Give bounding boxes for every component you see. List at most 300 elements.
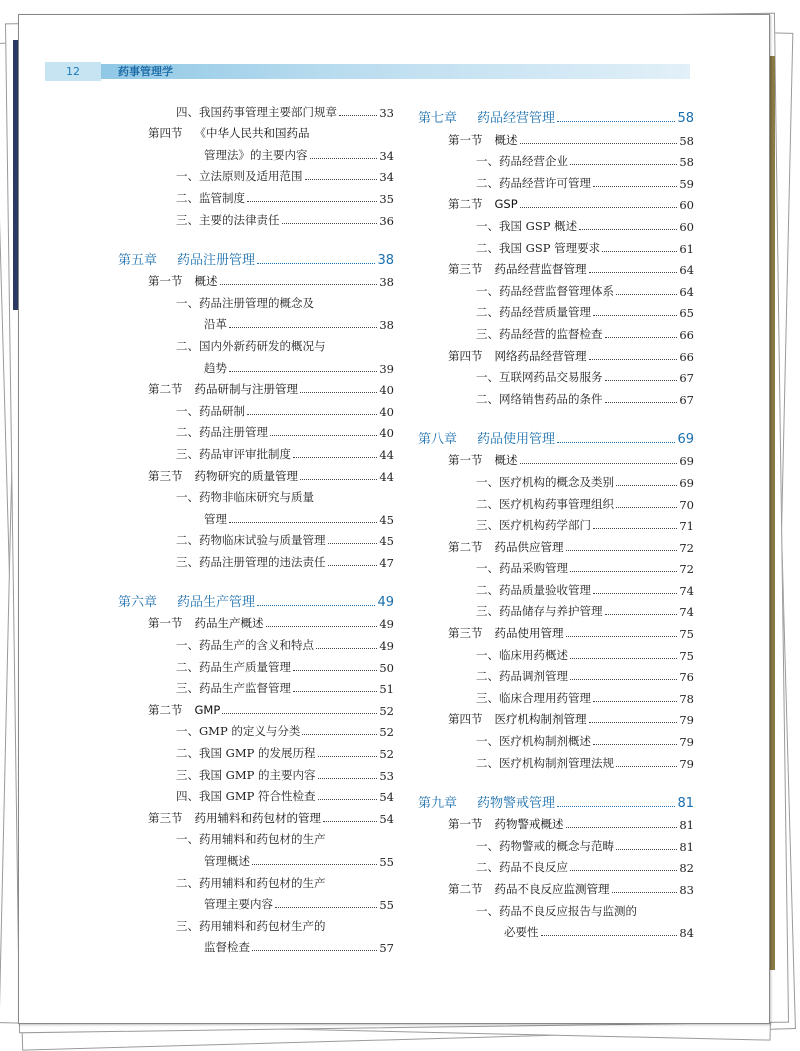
toc-cont-entry[interactable] bbox=[116, 311, 394, 333]
dot-leader bbox=[566, 827, 678, 828]
dot-leader bbox=[579, 229, 677, 230]
toc-entry-text bbox=[176, 489, 314, 505]
dot-leader bbox=[616, 507, 677, 508]
toc-page-number: 81 bbox=[679, 839, 694, 854]
toc-section-number: 第一节 bbox=[448, 817, 483, 832]
chapter-spacer bbox=[416, 407, 694, 419]
dot-leader bbox=[293, 457, 377, 458]
toc-page-number: 58 bbox=[677, 111, 694, 126]
dot-leader bbox=[570, 164, 677, 165]
dot-leader bbox=[257, 605, 375, 606]
toc-item-title: 三、药品经营的监督检查 bbox=[476, 326, 603, 341]
toc-entry-text bbox=[476, 903, 637, 919]
toc-entry-text bbox=[476, 369, 603, 385]
toc-cont-title: 管理 bbox=[204, 511, 227, 526]
toc-entry-text bbox=[476, 153, 568, 169]
toc-page-number: 52 bbox=[379, 703, 394, 718]
toc-entry-text bbox=[176, 104, 337, 120]
dot-leader bbox=[589, 359, 678, 360]
toc-entry-text bbox=[148, 125, 310, 141]
toc-cont-entry[interactable] bbox=[116, 141, 394, 163]
toc-item-entry[interactable] bbox=[416, 727, 694, 749]
toc-item-entry[interactable] bbox=[416, 641, 694, 663]
dot-leader bbox=[616, 485, 677, 486]
toc-item-title: 二、医疗机构制剂管理法规 bbox=[476, 755, 614, 770]
toc-entry-text bbox=[176, 295, 314, 311]
dot-leader bbox=[570, 679, 677, 680]
dot-leader bbox=[229, 327, 377, 328]
toc-entry-text bbox=[476, 240, 600, 256]
toc-entry-text bbox=[148, 468, 298, 484]
toc-page-number: 61 bbox=[679, 241, 694, 256]
toc-page-number: 69 bbox=[679, 475, 694, 490]
dot-leader bbox=[318, 778, 378, 779]
toc-cont-entry[interactable] bbox=[116, 847, 394, 869]
toc-page-number: 75 bbox=[679, 627, 694, 642]
toc-page-number: 79 bbox=[679, 713, 694, 728]
toc-entry-text bbox=[448, 711, 587, 727]
toc-item-title: 四、我国药事管理主要部门规章 bbox=[176, 104, 337, 119]
toc-section-number: 第一节 bbox=[148, 274, 183, 289]
toc-item-title: 一、立法原则及适用范围 bbox=[176, 169, 303, 184]
toc-cont-title: 监督检查 bbox=[204, 940, 250, 955]
toc-section-entry[interactable] bbox=[116, 268, 394, 290]
toc-entry-text bbox=[176, 723, 300, 739]
dot-leader bbox=[612, 892, 678, 893]
toc-item-entry[interactable] bbox=[416, 555, 694, 577]
toc-item-entry[interactable] bbox=[116, 761, 394, 783]
toc-item-entry[interactable] bbox=[416, 854, 694, 876]
toc-entry-text bbox=[448, 816, 564, 832]
dot-leader bbox=[602, 251, 677, 252]
toc-entry-text bbox=[476, 560, 568, 576]
toc-item-title: 一、药品生产的含义和特点 bbox=[176, 638, 314, 653]
toc-section-entry[interactable] bbox=[116, 696, 394, 718]
toc-entry-text bbox=[204, 853, 250, 869]
dot-leader bbox=[593, 186, 677, 187]
toc-page-number: 70 bbox=[679, 497, 694, 512]
dot-leader bbox=[316, 648, 377, 649]
toc-section-entry[interactable] bbox=[416, 875, 694, 897]
toc-item-title: 三、药品生产监督管理 bbox=[176, 681, 291, 696]
toc-section-title: 药物警戒概述 bbox=[494, 817, 564, 832]
toc-item-title: 二、药物临床试验与质量管理 bbox=[176, 533, 326, 548]
toc-item-entry[interactable] bbox=[416, 832, 694, 854]
toc-entry-text bbox=[476, 218, 577, 234]
toc-entry-text bbox=[476, 603, 603, 619]
dot-leader bbox=[566, 550, 678, 551]
toc-item-title: 二、药品经营质量管理 bbox=[476, 305, 591, 320]
dot-leader bbox=[589, 272, 678, 273]
toc-entry-text bbox=[476, 733, 591, 749]
toc-cont-entry[interactable] bbox=[116, 934, 394, 956]
toc-item-entry[interactable] bbox=[416, 385, 694, 407]
toc-entry-text bbox=[476, 582, 591, 598]
toc-section-number: 第二节 bbox=[148, 382, 183, 397]
toc-page-number: 49 bbox=[379, 617, 394, 632]
toc-cont-entry[interactable] bbox=[116, 505, 394, 527]
dot-leader bbox=[566, 636, 678, 637]
toc-page-number: 52 bbox=[379, 747, 394, 762]
toc-section-title: 概述 bbox=[194, 274, 218, 289]
toc-section-entry[interactable] bbox=[416, 447, 694, 469]
toc-entry-text bbox=[476, 391, 603, 407]
toc-item-title: 二、医疗机构药事管理组织 bbox=[476, 496, 614, 511]
toc-section-number: 第三节 bbox=[448, 626, 483, 641]
toc-page-number: 38 bbox=[377, 252, 394, 268]
dot-leader bbox=[222, 713, 377, 714]
toc-item-entry[interactable] bbox=[416, 277, 694, 299]
toc-entry-text bbox=[204, 147, 308, 163]
toc-item-title: 三、药品审评审批制度 bbox=[176, 446, 291, 461]
toc-item-entry[interactable] bbox=[116, 419, 394, 441]
toc-item-title: 一、药品研制 bbox=[176, 403, 245, 418]
toc-entry-text bbox=[476, 755, 614, 771]
toc-column-right bbox=[416, 98, 694, 940]
dot-leader bbox=[257, 263, 375, 264]
toc-page-number: 67 bbox=[679, 371, 694, 386]
toc-item-entry[interactable] bbox=[116, 98, 394, 120]
dot-leader bbox=[589, 722, 678, 723]
toc-entry-text bbox=[448, 452, 518, 468]
toc-page-number: 33 bbox=[379, 105, 394, 120]
toc-section-entry[interactable] bbox=[416, 706, 694, 728]
toc-page-number: 40 bbox=[379, 404, 394, 419]
toc-item-title: 一、药物非临床研究与质量 bbox=[176, 490, 314, 505]
toc-section-title: 网络药品经营管理 bbox=[494, 348, 587, 363]
toc-cont-entry[interactable] bbox=[416, 919, 694, 941]
dot-leader bbox=[570, 571, 677, 572]
toc-item-entry[interactable] bbox=[116, 548, 394, 570]
toc-entry-text bbox=[176, 745, 316, 761]
dot-leader bbox=[605, 614, 678, 615]
dot-leader bbox=[593, 528, 677, 529]
toc-chapter-entry[interactable] bbox=[116, 240, 394, 268]
toc-page-number: 44 bbox=[379, 447, 394, 462]
toc-page-number: 58 bbox=[679, 155, 694, 170]
toc-section-title: 药品经营监督管理 bbox=[494, 262, 587, 277]
toc-item-entry[interactable] bbox=[416, 212, 694, 234]
toc-page-number: 52 bbox=[379, 725, 394, 740]
toc-item-entry[interactable] bbox=[416, 749, 694, 771]
toc-item-entry[interactable] bbox=[416, 576, 694, 598]
toc-section-title: GMP bbox=[194, 702, 221, 717]
dot-leader bbox=[557, 806, 675, 807]
toc-item-title: 一、GMP 的定义与分类 bbox=[176, 724, 301, 739]
toc-chapter-number: 第五章 bbox=[118, 252, 158, 268]
dot-leader bbox=[520, 207, 678, 208]
toc-page-number: 71 bbox=[679, 519, 694, 534]
toc-entry-text bbox=[476, 668, 568, 684]
toc-item-entry[interactable] bbox=[116, 783, 394, 805]
toc-page-number: 35 bbox=[379, 191, 394, 206]
toc-section-number: 第三节 bbox=[148, 810, 183, 825]
toc-section-entry[interactable] bbox=[416, 811, 694, 833]
toc-item-entry[interactable] bbox=[416, 684, 694, 706]
toc-page-number: 59 bbox=[679, 176, 694, 191]
toc-section-title: 药品研制与注册管理 bbox=[194, 382, 298, 397]
toc-page-number: 83 bbox=[679, 883, 694, 897]
toc-page-number: 54 bbox=[379, 790, 394, 805]
dot-leader bbox=[310, 158, 378, 159]
toc-section-entry[interactable] bbox=[116, 804, 394, 826]
toc-page-number: 67 bbox=[679, 392, 694, 407]
toc-entry-text bbox=[176, 831, 326, 847]
toc-cont-title: 管理概述 bbox=[204, 854, 250, 868]
dot-leader bbox=[220, 284, 378, 285]
toc-section-entry[interactable] bbox=[416, 342, 694, 364]
dot-leader bbox=[252, 864, 377, 865]
toc-page-number: 45 bbox=[379, 512, 394, 527]
toc-item-entry[interactable] bbox=[416, 663, 694, 685]
book-title: 药事管理学 bbox=[118, 65, 173, 78]
toc-entry-text bbox=[476, 838, 614, 854]
toc-page-number: 55 bbox=[379, 855, 394, 869]
toc-page-number: 66 bbox=[679, 349, 694, 364]
toc-entry-text bbox=[176, 212, 280, 228]
toc-section-entry[interactable] bbox=[116, 120, 394, 142]
toc-item-entry[interactable] bbox=[116, 163, 394, 185]
toc-chapter-entry[interactable] bbox=[116, 582, 394, 610]
toc-section-number: 第二节 bbox=[448, 197, 483, 212]
toc-entry-text bbox=[176, 875, 326, 891]
toc-item-title: 一、药物警戒的概念与范畴 bbox=[476, 838, 614, 853]
dot-leader bbox=[247, 414, 377, 415]
dot-leader bbox=[593, 744, 677, 745]
toc-page-number: 81 bbox=[677, 795, 694, 811]
toc-item-entry[interactable] bbox=[116, 527, 394, 549]
toc-section-entry[interactable] bbox=[116, 376, 394, 398]
toc-item-title: 四、我国 GMP 符合性检查 bbox=[176, 789, 316, 804]
toc-page-number: 49 bbox=[379, 639, 394, 654]
toc-cont-title: 管理法》的主要内容 bbox=[204, 147, 308, 162]
toc-item-entry[interactable] bbox=[116, 332, 394, 354]
toc-page-number: 47 bbox=[379, 555, 394, 570]
toc-item-title: 三、主要的法律责任 bbox=[176, 212, 280, 227]
toc-item-entry[interactable] bbox=[116, 206, 394, 228]
toc-section-number: 第四节 bbox=[448, 348, 483, 363]
toc-item-entry[interactable] bbox=[416, 299, 694, 321]
toc-cont-title: 管理主要内容 bbox=[204, 897, 273, 912]
toc-entry-text bbox=[448, 261, 587, 277]
toc-item-title: 一、药品注册管理的概念及 bbox=[176, 295, 314, 310]
toc-item-entry[interactable] bbox=[416, 169, 694, 191]
toc-page-number: 54 bbox=[379, 811, 394, 826]
toc-item-entry[interactable] bbox=[416, 598, 694, 620]
toc-item-title: 二、药品生产质量管理 bbox=[176, 659, 291, 674]
toc-page-number: 75 bbox=[679, 648, 694, 663]
toc-page-number: 55 bbox=[379, 898, 394, 913]
toc-entry-text bbox=[476, 304, 591, 320]
toc-entry-text bbox=[176, 446, 291, 462]
toc-page-number: 44 bbox=[379, 469, 394, 484]
toc-section-entry[interactable] bbox=[416, 533, 694, 555]
toc-entry-text bbox=[418, 428, 555, 447]
toc-item-entry[interactable] bbox=[116, 718, 394, 740]
toc-item-entry[interactable] bbox=[116, 739, 394, 761]
toc-page-number: 39 bbox=[379, 361, 394, 376]
toc-entry-text bbox=[148, 810, 321, 826]
toc-entry-text bbox=[476, 175, 591, 191]
toc-chapter-entry[interactable] bbox=[416, 419, 694, 447]
toc-section-title: 概述 bbox=[494, 132, 518, 147]
dot-leader bbox=[605, 337, 678, 338]
toc-entry-text bbox=[448, 881, 610, 897]
toc-entry-text bbox=[148, 702, 220, 718]
toc-entry-text bbox=[176, 767, 316, 783]
toc-entry-text bbox=[176, 338, 326, 354]
toc-entry-text bbox=[504, 924, 539, 940]
toc-page-number: 60 bbox=[679, 219, 694, 234]
toc-item-entry[interactable] bbox=[116, 675, 394, 697]
toc-item-entry[interactable] bbox=[416, 490, 694, 512]
toc-item-title: 一、药品经营企业 bbox=[476, 154, 568, 169]
toc-section-title: 药品不良反应监测管理 bbox=[494, 882, 610, 896]
toc-section-number: 第四节 bbox=[448, 712, 483, 727]
toc-entry-text bbox=[418, 792, 555, 811]
toc-chapter-number: 第七章 bbox=[418, 111, 458, 126]
dot-leader bbox=[616, 849, 677, 850]
toc-page-number: 51 bbox=[379, 682, 394, 697]
toc-page-number: 79 bbox=[679, 756, 694, 771]
toc-entry-text bbox=[476, 496, 614, 512]
toc-entry-text bbox=[448, 625, 564, 641]
toc-entry-text bbox=[176, 532, 326, 548]
toc-entry-text bbox=[176, 637, 314, 653]
toc-item-entry[interactable] bbox=[116, 912, 394, 934]
toc-entry-text bbox=[176, 424, 268, 440]
toc-item-title: 二、我国 GSP 管理要求 bbox=[476, 240, 601, 255]
toc-item-title: 二、药品调剂管理 bbox=[476, 669, 568, 684]
toc-section-number: 第二节 bbox=[448, 539, 483, 554]
toc-chapter-title: 药品注册管理 bbox=[177, 252, 256, 268]
toc-item-title: 二、监管制度 bbox=[176, 190, 245, 205]
toc-section-number: 第一节 bbox=[148, 616, 183, 631]
toc-section-number: 第二节 bbox=[148, 702, 183, 717]
toc-page-number: 69 bbox=[679, 454, 694, 469]
toc-item-title: 一、药品采购管理 bbox=[476, 561, 568, 576]
toc-column-left bbox=[116, 98, 394, 955]
toc-section-title: 药品使用管理 bbox=[494, 626, 564, 641]
toc-entry-text bbox=[148, 381, 298, 397]
toc-item-title: 一、药用辅料和药包材的生产 bbox=[176, 832, 326, 847]
dot-leader bbox=[520, 143, 678, 144]
toc-page-number: 66 bbox=[679, 327, 694, 342]
toc-item-entry[interactable] bbox=[416, 468, 694, 490]
toc-item-entry[interactable] bbox=[116, 631, 394, 653]
dot-leader bbox=[305, 179, 378, 180]
dot-leader bbox=[339, 115, 377, 116]
toc-entry-text bbox=[204, 896, 273, 912]
toc-section-entry[interactable] bbox=[416, 619, 694, 641]
toc-item-title: 三、临床合理用药管理 bbox=[476, 690, 591, 705]
toc-item-title: 一、互联网药品交易服务 bbox=[476, 370, 603, 385]
dot-leader bbox=[282, 223, 378, 224]
toc-item-title: 三、药品注册管理的违法责任 bbox=[176, 554, 326, 569]
toc-item-entry[interactable] bbox=[416, 148, 694, 170]
toc-entry-text bbox=[148, 273, 218, 289]
toc-entry-text bbox=[448, 132, 518, 148]
toc-entry-text bbox=[476, 690, 591, 706]
toc-entry-text bbox=[176, 788, 316, 804]
toc-item-title: 三、药用辅料和药包材生产的 bbox=[176, 918, 326, 933]
toc-item-title: 二、药品质量验收管理 bbox=[476, 582, 591, 597]
toc-page-number: 57 bbox=[379, 941, 394, 956]
toc-item-entry[interactable] bbox=[116, 289, 394, 311]
toc-entry-text bbox=[448, 348, 587, 364]
toc-item-entry[interactable] bbox=[116, 869, 394, 891]
toc-item-entry[interactable] bbox=[116, 826, 394, 848]
toc-item-entry[interactable] bbox=[416, 512, 694, 534]
toc-chapter-title: 药品生产管理 bbox=[177, 594, 256, 610]
toc-cont-title: 沿革 bbox=[204, 317, 227, 332]
toc-page-number: 65 bbox=[679, 306, 694, 321]
toc-item-title: 一、临床用药概述 bbox=[476, 647, 568, 662]
toc-section-entry[interactable] bbox=[416, 126, 694, 148]
toc-entry-text bbox=[418, 107, 555, 126]
toc-entry-text bbox=[448, 539, 564, 555]
toc-entry-text bbox=[476, 647, 568, 663]
toc-item-entry[interactable] bbox=[416, 364, 694, 386]
toc-item-entry[interactable] bbox=[416, 897, 694, 919]
toc-page-number: 49 bbox=[377, 594, 394, 610]
toc-item-title: 二、网络销售药品的条件 bbox=[476, 391, 603, 406]
toc-section-entry[interactable] bbox=[116, 462, 394, 484]
toc-section-number: 第二节 bbox=[448, 882, 483, 896]
toc-entry-text bbox=[204, 316, 227, 332]
toc-page-number: 81 bbox=[679, 818, 694, 833]
toc-item-entry[interactable] bbox=[116, 484, 394, 506]
toc-item-entry[interactable] bbox=[416, 234, 694, 256]
toc-item-entry[interactable] bbox=[116, 653, 394, 675]
toc-cont-entry[interactable] bbox=[116, 354, 394, 376]
dot-leader bbox=[328, 543, 378, 544]
dot-leader bbox=[593, 315, 677, 316]
toc-entry-text bbox=[176, 403, 245, 419]
toc-section-entry[interactable] bbox=[416, 256, 694, 278]
toc-page-number: 74 bbox=[679, 605, 694, 620]
toc-page-number: 74 bbox=[679, 583, 694, 598]
toc-chapter-title: 药品使用管理 bbox=[477, 431, 556, 447]
dot-leader bbox=[557, 442, 675, 443]
toc-item-entry[interactable] bbox=[416, 320, 694, 342]
toc-page-number: 82 bbox=[679, 861, 694, 876]
toc-section-entry[interactable] bbox=[416, 191, 694, 213]
toc-entry-text bbox=[148, 615, 264, 631]
toc-page-number: 38 bbox=[379, 275, 394, 290]
chapter-spacer bbox=[416, 771, 694, 783]
toc-chapter-title: 药物警戒管理 bbox=[477, 795, 556, 811]
dot-leader bbox=[541, 935, 678, 936]
dot-leader bbox=[570, 658, 677, 659]
toc-chapter-number: 第九章 bbox=[418, 795, 458, 811]
toc-chapter-entry[interactable] bbox=[416, 98, 694, 126]
toc-item-entry[interactable] bbox=[116, 184, 394, 206]
toc-entry-text bbox=[176, 190, 245, 206]
toc-section-entry[interactable] bbox=[116, 610, 394, 632]
toc-page-number: 64 bbox=[679, 263, 694, 278]
toc-section-number: 第四节 bbox=[148, 126, 183, 141]
dot-leader bbox=[323, 821, 377, 822]
toc-item-entry[interactable] bbox=[116, 397, 394, 419]
toc-entry-text bbox=[448, 196, 518, 212]
toc-cont-entry[interactable] bbox=[116, 891, 394, 913]
toc-chapter-entry[interactable] bbox=[416, 783, 694, 811]
toc-entry-text bbox=[204, 511, 227, 527]
toc-item-entry[interactable] bbox=[116, 440, 394, 462]
toc-item-title: 二、药用辅料和药包材的生产 bbox=[176, 875, 326, 890]
toc-page-number: 84 bbox=[679, 926, 694, 941]
